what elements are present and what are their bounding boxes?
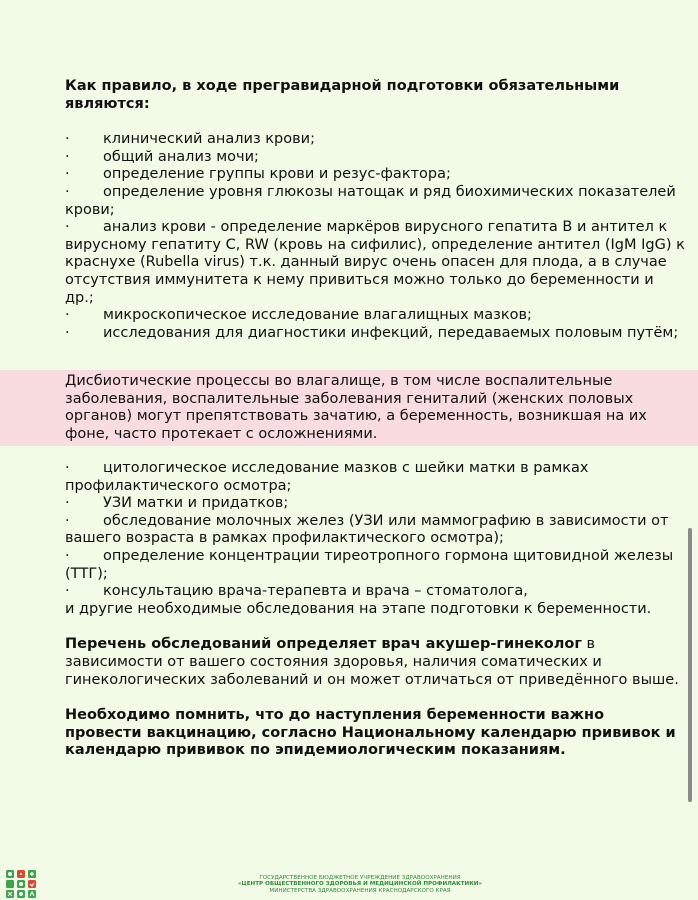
list-item-text: исследования для диагностики инфекций, передаваемых половым путём; xyxy=(103,324,679,341)
list-item-text: анализ крови - определение маркёров вирусного гепатита В и антител к вирусному гепатиту С, RW (кровь на сифилис), определение антител (IgM IgG) к краснухе (Rubella virus) т.к. данный вирус очень опасен для плода, а в случае отсутствия иммунитета к нему привиться можно только до беременности и др.; xyxy=(65,219,685,306)
bullet-marker: · xyxy=(65,166,70,183)
bullet-marker: · xyxy=(65,512,70,529)
footer-line-3: МИНИСТЕРСТВА ЗДРАВООХРАНЕНИЯ КРАСНОДАРСКОГО КРАЯ xyxy=(269,887,451,894)
list-item-text: микроскопическое исследование влагалищных мазков; xyxy=(103,307,532,324)
list-item xyxy=(65,513,685,548)
spacer xyxy=(65,618,685,636)
list-item-text: обследование молочных желез (УЗИ или маммографию в зависимости от вашего возраста в рамках профилактического осмотра); xyxy=(65,512,669,547)
bullet-marker: · xyxy=(65,495,70,512)
list-item-text: УЗИ матки и придатков; xyxy=(103,495,289,512)
doctor-paragraph-rest: в зависимости от вашего состояния здоровья, наличия соматических и гинекологических заболеваний и он может отличаться от приведённого выше. xyxy=(65,636,679,688)
bullet-marker: · xyxy=(65,219,70,236)
footer-line-1: ГОСУДАРСТВЕННОЕ БЮДЖЕТНОЕ УЧРЕЖДЕНИЕ ЗДРАВООХРАНЕНИЯ xyxy=(259,875,461,881)
document-body xyxy=(65,78,685,342)
doctor-paragraph xyxy=(65,636,685,689)
bullet-marker: · xyxy=(65,131,70,148)
list-item xyxy=(65,219,685,307)
list-item xyxy=(65,166,685,184)
list-item xyxy=(65,460,685,495)
footer-line-2: «ЦЕНТР ОБЩЕСТВЕННОГО ЗДОРОВЬЯ И МЕДИЦИНСКОЙ ПРОФИЛАКТИКИ» xyxy=(237,881,483,888)
list-item-text: консультацию врача-терапевта и врача – стоматолога, xyxy=(103,583,528,600)
after-list-text: и другие необходимые обследования на этапе подготовки к беременности. xyxy=(65,600,652,617)
list-item xyxy=(65,548,685,583)
list-item-text: определение концентрации тиреотропного гормона щитовидной железы (ТТГ); xyxy=(65,547,674,582)
list-item xyxy=(65,149,685,167)
spacer xyxy=(65,689,685,707)
list-item-text: определение группы крови и резус-фактора; xyxy=(103,166,451,183)
bullet-marker: · xyxy=(65,148,70,165)
list-item xyxy=(65,184,685,219)
vaccination-paragraph xyxy=(65,707,685,760)
list-item-text: клинический анализ крови; xyxy=(103,131,315,148)
list-item-text: цитологическое исследование мазков с шейки матки в рамках профилактического осмотра; xyxy=(65,460,589,494)
center-logo-icon xyxy=(4,868,40,900)
section-heading: Как правило, в ходе прегравидарной подготовки обязательными являются: xyxy=(65,78,620,112)
list-item-text: общий анализ мочи; xyxy=(103,148,259,165)
vertical-scrollbar[interactable] xyxy=(688,528,692,802)
list-item xyxy=(65,325,685,343)
doctor-paragraph-bold: Перечень обследований определяет врач акушер-гинеколог xyxy=(65,636,582,653)
highlight-note: Дисбиотические процессы во влагалище, в том числе воспалительные заболевания, воспалительные заболевания гениталий (женских половых органов) могут препятствовать зачатию, а беременность, возникшая на их фоне, часто протекает с осложнениями. xyxy=(65,373,647,442)
footer xyxy=(0,868,698,900)
vaccination-paragraph-bold: Необходимо помнить, что до наступления беременности важно провести вакцинацию, согласно Национальному календарю прививок и календарю прививок по эпидемиологическим показаниям. xyxy=(65,707,676,759)
bullet-marker: · xyxy=(65,547,70,564)
list-item xyxy=(65,131,685,149)
list-item xyxy=(65,495,685,513)
list-item xyxy=(65,583,685,601)
list-item-text: определение уровня глюкозы натощак и ряд биохимических показателей крови; xyxy=(65,183,676,218)
document-body-continued xyxy=(65,460,685,760)
required-exams-list xyxy=(65,131,685,342)
additional-exams-list xyxy=(65,460,685,601)
bullet-marker: · xyxy=(65,460,70,476)
bullet-marker: · xyxy=(65,324,70,341)
bullet-marker: · xyxy=(65,183,70,200)
list-item xyxy=(65,307,685,325)
bullet-marker: · xyxy=(65,307,70,324)
bullet-marker: · xyxy=(65,583,70,600)
footer-organization xyxy=(200,875,520,894)
